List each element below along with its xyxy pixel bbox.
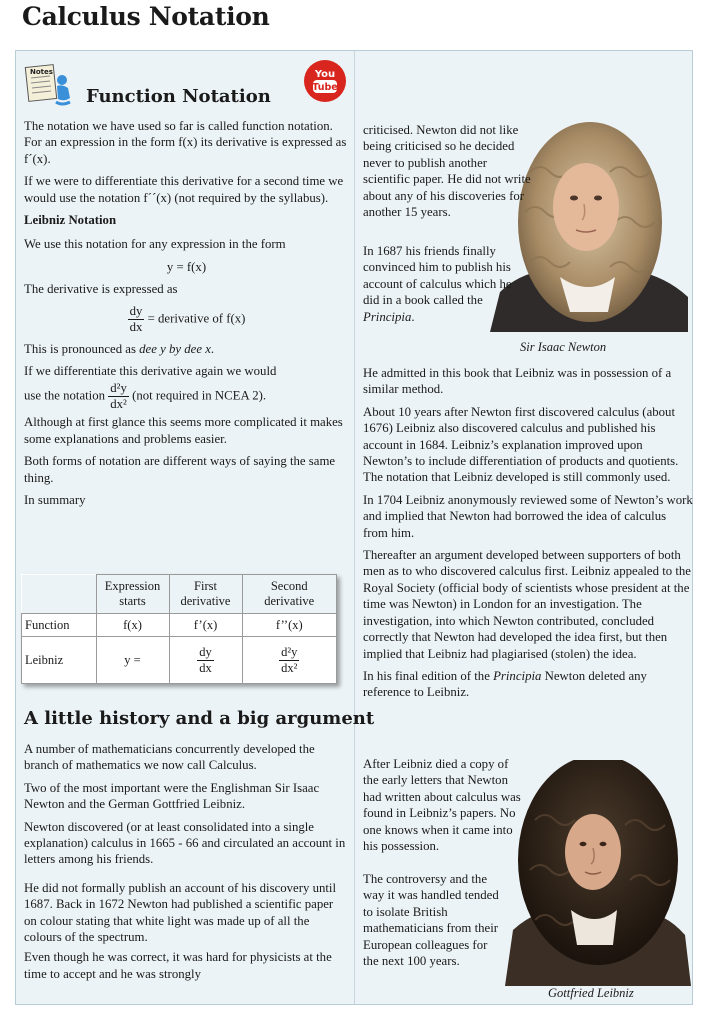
right-p8: After Leibniz died a copy of the early letters that Newton had written about calculus was found in Leibniz’s papers. No one knows when it came into his possession. [363,757,521,854]
table-corner [22,575,97,614]
fraction-denominator: dx [199,660,212,675]
svg-text:You: You [314,69,336,80]
function-notation-heading: Function Notation [86,86,271,107]
right-p5: In 1704 Leibniz anonymously reviewed some of Newton’s work and implied that Newton had borrowed the idea of calculus from him. [363,492,693,540]
leibniz-caption: Gottfried Leibniz [548,986,634,1000]
newton-caption: Sir Isaac Newton [520,340,607,354]
p3-post: . [210,341,215,356]
history-p2: Two of the most important were the Englishman Sir Isaac Newton and the German Gottfried Leibniz. [24,780,320,812]
history-p3: Newton discovered (or at least consolidated into a single explanation) calculus in 1665 - 66 and circulated an account in letters among his friends. [24,819,346,867]
history-heading: A little history and a big argument [24,708,375,729]
leibniz-p8: In summary [24,493,86,508]
function-notation-p2: If we were to differentiate this derivative for a second time we would use the notation f´´(x) (not required by the syllabus). [24,174,344,205]
table-cell: y = [96,637,169,684]
left-column [24,118,349,515]
leibniz-p6: Although at first glance this seems more complicated it makes some explanations and problems easier. [24,415,343,446]
table-row [22,614,337,637]
equation-rest: = derivative of f(x) [147,311,246,326]
table-row-label: Function [22,614,97,637]
r7-italic: Principia [493,668,542,683]
leibniz-p4: If we differentiate this derivative again we would [24,364,277,379]
column-divider [354,51,355,1004]
equation-y-equals-fx: y = f(x) [166,259,207,274]
table-header-cell: First derivative [169,575,242,614]
equation-derivative [24,304,349,335]
right-p2 [363,243,513,325]
summary-table [21,574,337,684]
p3-pre: This is pronounced as [24,341,140,356]
fraction-numerator: d²y [281,644,298,659]
p5-pre: use the notation [24,388,109,403]
fraction-denominator: dx [129,319,143,334]
table-cell: f’(x) [169,614,242,637]
right-p3: He admitted in this book that Leibniz was in possession of a similar method. [363,366,672,397]
youtube-icon[interactable] [303,59,347,103]
leibniz-p2: The derivative is expressed as [24,282,178,297]
svg-text:Notes: Notes [30,68,53,76]
right-p1: criticised. Newton did not like being criticised so he decided never to publish another scientific paper. He did not write about any of his discoveries for another 15 years. [363,123,531,220]
table-cell [169,637,242,684]
history-p1: A number of mathematicians concurrently developed the branch of mathematics we now call Calculus. [24,742,315,773]
svg-text:Tube: Tube [312,82,338,93]
leibniz-portrait [505,760,691,986]
r7-post: Newton deleted any reference to Leibniz. [363,668,647,700]
fraction-numerator: d²y [110,381,127,396]
leibniz-p3 [24,341,349,357]
table-header-cell: Expression starts [96,575,169,614]
r7-pre: In his final edition of the [363,668,494,683]
history-p5: Even though he was correct, it was hard for physicists at the time to accept and he was strongly [24,950,332,981]
p5-post: (not required in NCEA 2). [128,388,267,403]
history-p4: He did not formally publish an account of his discovery until 1687. Back in 1672 Newton had published a scientific paper on colour stating that white light was made up of all the colours of the spectrum. [24,880,337,945]
fraction-d2y-dx2 [279,645,299,676]
leibniz-p7: Both forms of notation are different ways of saying the same thing. [24,454,336,485]
leibniz-p5 [24,381,349,412]
r2-pre: In 1687 his friends finally convinced him to publish his account of calculus which he did in a book called the [363,244,512,308]
fraction-dy-dx [128,304,145,335]
r2-italic: Principia [363,309,412,324]
leibniz-notation-heading: Leibniz Notation [24,213,117,228]
fraction-numerator: dy [129,303,143,318]
p3-italic: dee y by dee x [139,341,211,356]
table-row [22,637,337,684]
right-p6: Thereafter an argument developed between supporters of both men as to who discovered calculus first. Leibniz appealed to the Royal Society (official body of scientists whose president at the time was Newton) in London for an investigation. The investigation, into which Newton contributed, concluded correctly that Newton had developed the idea first, but then implied that Leibniz had plagiarised (stolen) the idea. [363,548,691,661]
notes-icon [24,62,74,106]
fraction-denominator: dx² [281,660,298,675]
right-p7 [363,668,693,701]
history-column [24,741,349,988]
page-title: Calculus Notation [22,2,270,31]
table-header-row [22,575,337,614]
table-row-label: Leibniz [22,637,97,684]
function-notation-p1: The notation we have used so far is called function notation. For an expression in the form f(x) its derivative is expressed as f´(x). [24,119,347,166]
fraction-denominator: dx² [110,397,127,412]
right-p4: About 10 years after Newton first discovered calculus (about 1676) Leibniz also discovered calculus and published his account in 1684. Leibniz’s explanation improved upon Newton’s to include differentiation of products and quotients. The notation that Leibniz developed is still commonly used. [363,404,679,485]
r2-post: . [411,309,415,324]
leibniz-p1: We use this notation for any expression in the form [24,237,286,252]
fraction-numerator: dy [199,644,212,659]
right-column [363,365,693,707]
table-header-cell: Second derivative [242,575,337,614]
table-cell: f’’(x) [242,614,337,637]
table-cell: f(x) [96,614,169,637]
right-p9: The controversy and the way it was handled tended to isolate British mathematicians from their European colleagues for the next 100 years. [363,872,499,969]
fraction-d2y-dx2 [108,381,129,412]
table-cell [242,637,337,684]
fraction-dy-dx [197,645,214,676]
